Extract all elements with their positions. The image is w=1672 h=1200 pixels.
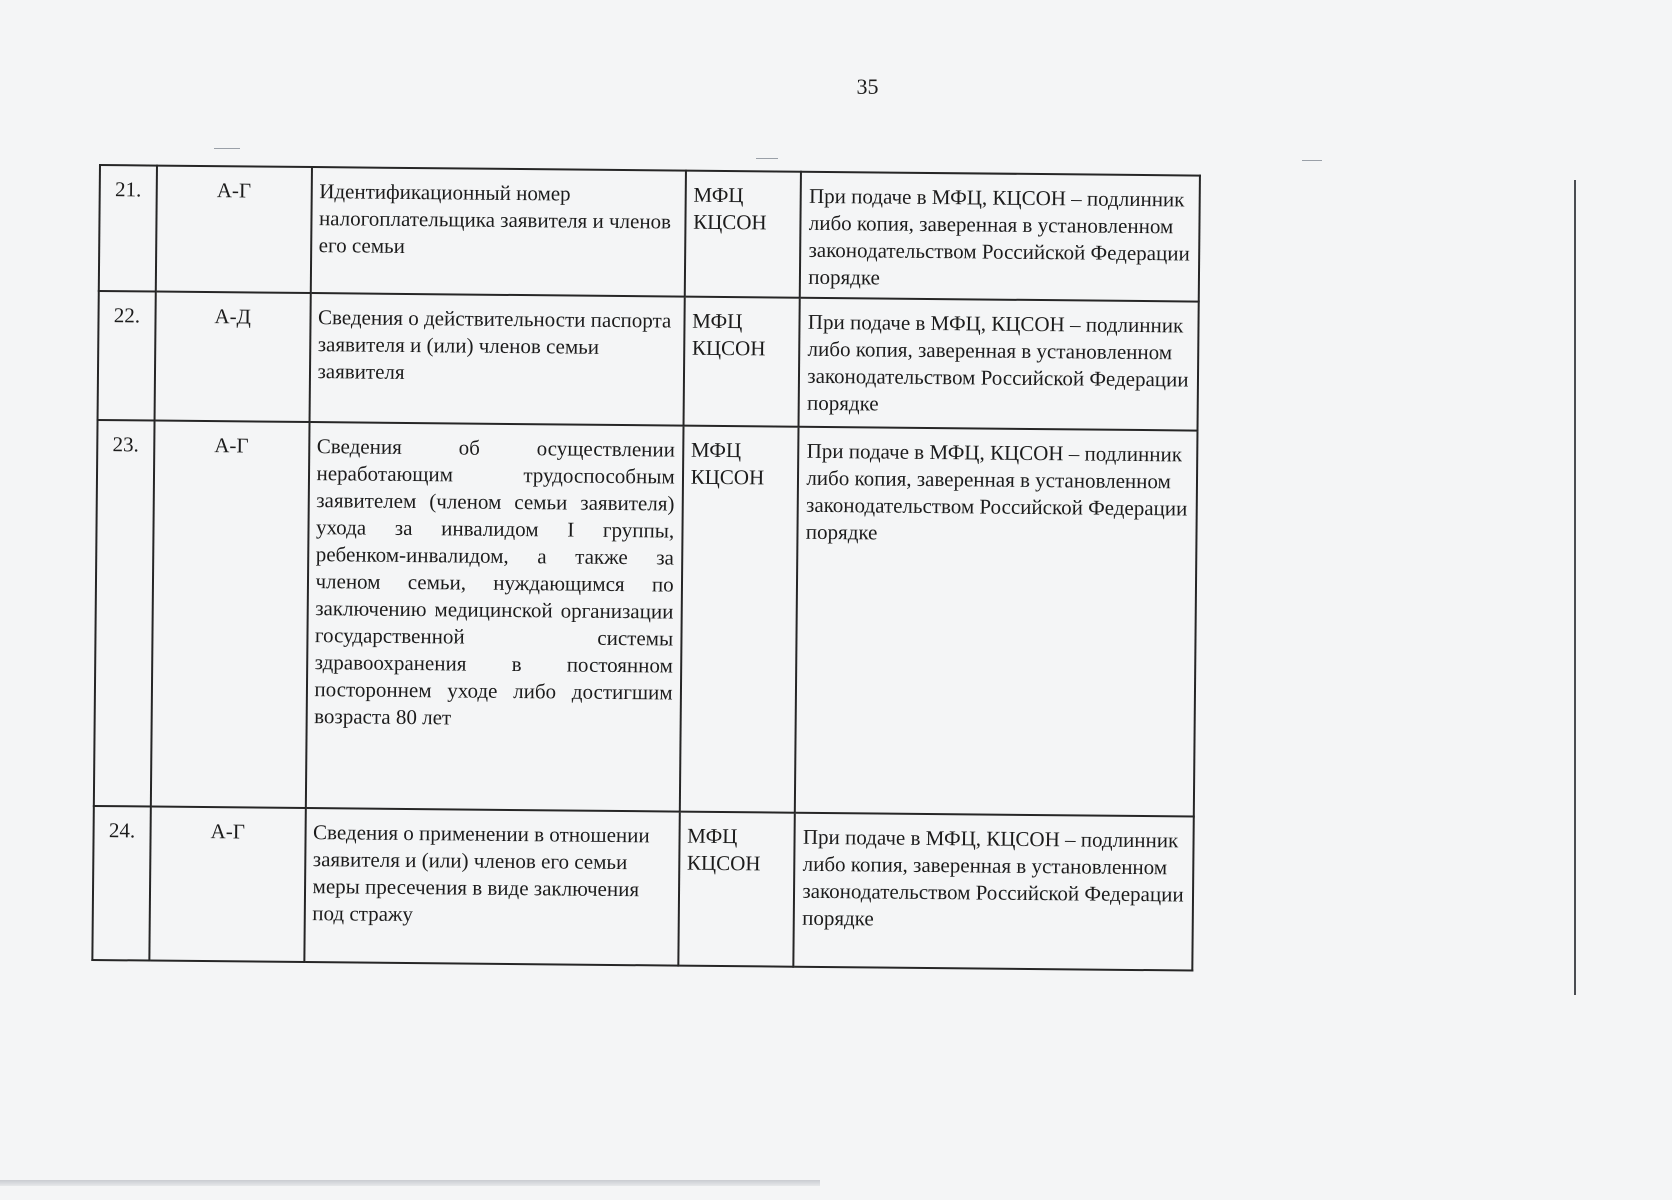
category-code: А-Д (154, 292, 310, 422)
category-code: А-Г (149, 807, 305, 962)
submission-note: При подаче в МФЦ, КЦСОН – подлинник либо копия, заверенная в установленном законодательством Российской Федерации порядке (795, 427, 1197, 817)
scan-edge-bottom (0, 1180, 820, 1186)
category-code: А-Г (156, 166, 312, 293)
document-description: Сведения о применении в отношении заявителя и (или) членов его семьи меры пресечения в виде заключения под стражу (304, 808, 680, 966)
organization-mfc: МФЦ (690, 437, 742, 463)
organization-cell (678, 812, 795, 967)
organization-cell (679, 426, 798, 813)
table-row (99, 165, 1200, 302)
submission-note: При подаче в МФЦ, КЦСОН – подлинник либо копия, заверенная в установленном законодательством Российской Федерации порядке (794, 813, 1194, 971)
row-number: 22. (98, 291, 156, 421)
organization-cell (684, 171, 801, 298)
organization-kcson: КЦСОН (691, 335, 766, 361)
document-description: Идентификационный номер налогоплательщика заявителя и членов его семьи (310, 167, 685, 297)
organization-mfc: МФЦ (693, 182, 744, 208)
scan-mark (1302, 160, 1322, 161)
scan-mark (756, 158, 778, 159)
row-number: 24. (92, 806, 150, 961)
table-row (98, 291, 1199, 431)
scan-mark (214, 148, 240, 149)
category-code: А-Г (151, 421, 309, 808)
table-row (92, 806, 1193, 971)
row-number: 23. (94, 420, 155, 807)
organization-kcson: КЦСОН (693, 209, 767, 235)
organization-kcson: КЦСОН (686, 850, 761, 876)
submission-note: При подаче в МФЦ, КЦСОН – подлинник либо копия, заверенная в установленном законодательством Российской Федерации порядке (799, 298, 1199, 431)
document-description: Сведения об осуществлении неработающим трудоспособным заявителем (членом семьи заявителя) ухода за инвалидом I группы, ребенком-инвалидом, а также за членом семьи, нуждающимся по заключению медицинской организации государственной системы здравоохранения в постоянном постороннем уходе либо достигшим возраста 80 лет (305, 422, 683, 812)
organization-cell (683, 297, 800, 427)
scan-edge-right (1574, 180, 1576, 995)
organization-kcson: КЦСОН (690, 464, 765, 490)
row-number: 21. (99, 165, 157, 292)
organization-mfc: МФЦ (692, 308, 743, 334)
organization-mfc: МФЦ (687, 823, 738, 849)
submission-note: При подаче в МФЦ, КЦСОН – подлинник либо копия, заверенная в установленном законодательством Российской Федерации порядке (800, 172, 1200, 302)
page-number: 35 (856, 74, 879, 99)
table-row (94, 420, 1198, 817)
documents-table (91, 164, 1201, 972)
document-description: Сведения о действительности паспорта заявителя и (или) членов семьи заявителя (309, 293, 684, 426)
